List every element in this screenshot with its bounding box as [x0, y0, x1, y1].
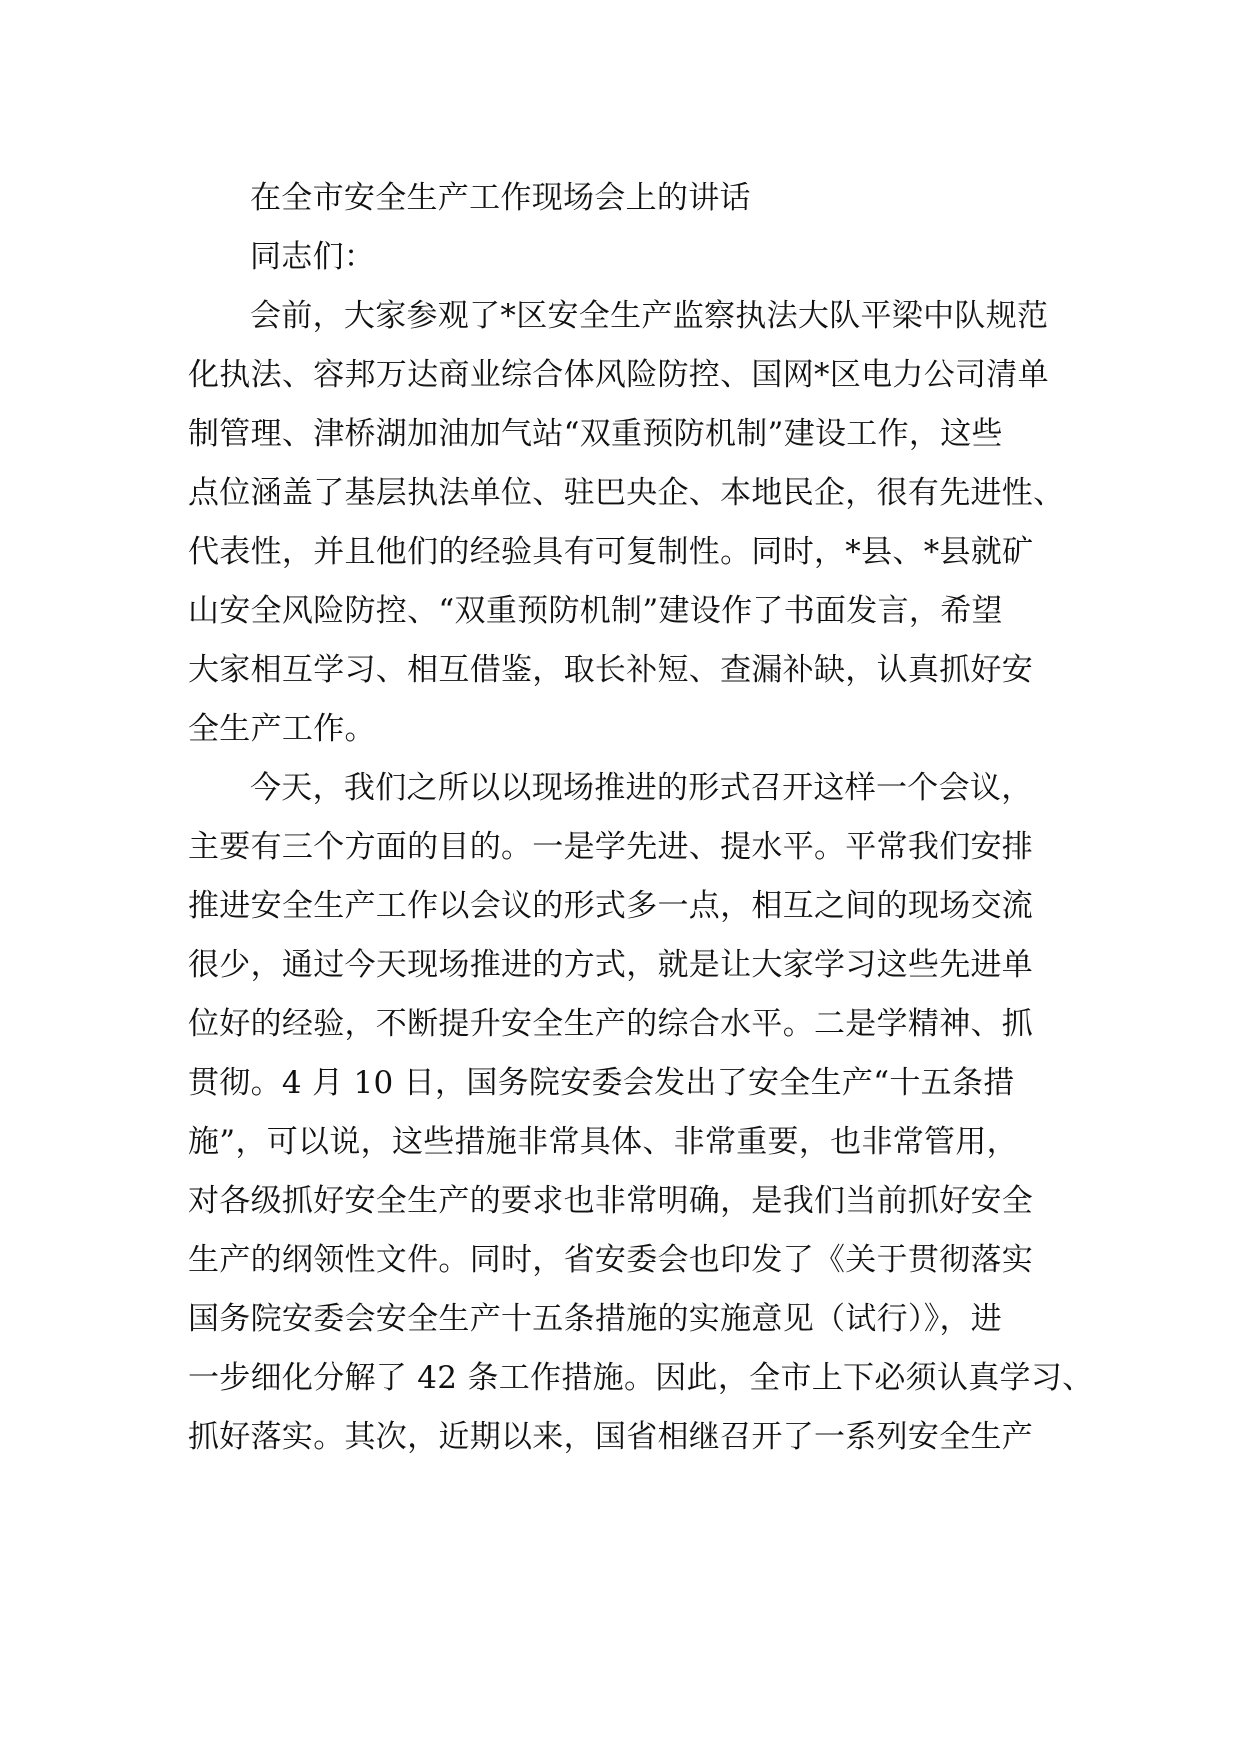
greeting: 同志们：	[250, 239, 376, 275]
paragraph-line: 很少，通过今天现场推进的方式，就是让大家学习这些先进单	[188, 947, 1034, 983]
paragraph-line: 今天，我们之所以以现场推进的形式召开这样一个会议，	[250, 770, 1033, 806]
paragraph-line: 抓好落实。其次，近期以来，国省相继召开了一系列安全生产	[188, 1419, 1034, 1455]
paragraph-line: 位好的经验，不断提升安全生产的综合水平。二是学精神、抓	[188, 1006, 1034, 1042]
paragraph-line: 制管理、津桥湖加油加气站“双重预防机制”建设工作，这些	[188, 416, 1003, 452]
paragraph-line: 一步细化分解了 42 条工作措施。因此，全市上下必须认真学习、	[188, 1360, 1094, 1396]
paragraph-line: 对各级抓好安全生产的要求也非常明确，是我们当前抓好安全	[188, 1183, 1034, 1219]
paragraph-line: 代表性，并且他们的经验具有可复制性。同时，*县、*县就矿	[188, 534, 1034, 570]
paragraph-line: 点位涵盖了基层执法单位、驻巴央企、本地民企，很有先进性、	[188, 475, 1065, 511]
paragraph-line: 化执法、容邦万达商业综合体风险防控、国网*区电力公司清单	[188, 357, 1049, 393]
paragraph-line: 全生产工作。	[188, 711, 376, 747]
paragraph-line: 推进安全生产工作以会议的形式多一点，相互之间的现场交流	[188, 888, 1034, 924]
paragraph-line: 贯彻。4 月 10 日，国务院安委会发出了安全生产“十五条措	[188, 1065, 1015, 1101]
document-title: 在全市安全生产工作现场会上的讲话	[250, 180, 751, 216]
paragraph-line: 生产的纲领性文件。同时，省安委会也印发了《关于贯彻落实	[188, 1242, 1034, 1278]
paragraph-line: 施”，可以说，这些措施非常具体、非常重要，也非常管用，	[188, 1124, 1018, 1160]
paragraph-line: 会前，大家参观了*区安全生产监察执法大队平梁中队规范	[250, 298, 1049, 334]
paragraph-line: 主要有三个方面的目的。一是学先进、提水平。平常我们安排	[188, 829, 1034, 865]
paragraph-line: 山安全风险防控、“双重预防机制”建设作了书面发言，希望	[188, 593, 1003, 629]
paragraph-line: 大家相互学习、相互借鉴，取长补短、查漏补缺，认真抓好安	[188, 652, 1034, 688]
paragraph-line: 国务院安委会安全生产十五条措施的实施意见（试行）》，进	[188, 1301, 1003, 1337]
